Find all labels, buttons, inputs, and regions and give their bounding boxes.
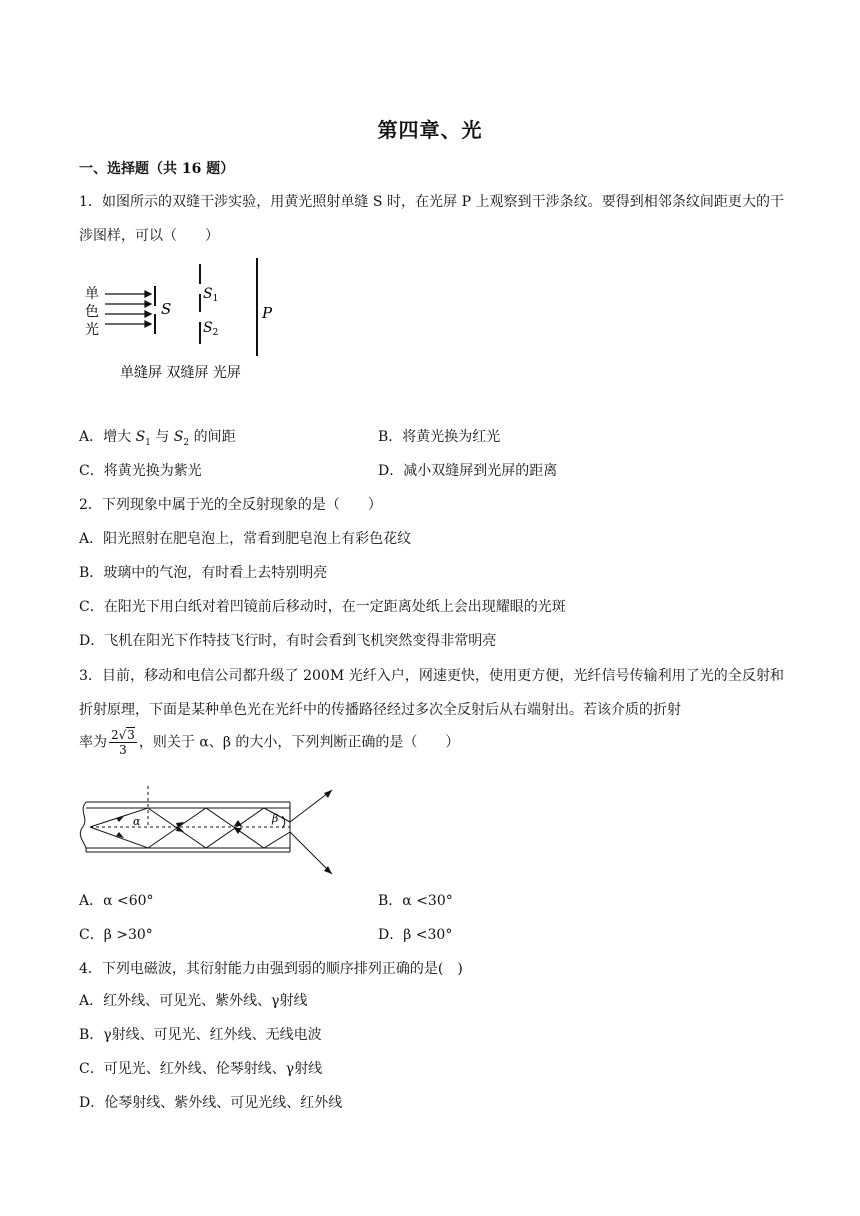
q2-option-a: A．阳光照射在肥皂泡上，常看到肥皂泡上有彩色花纹 — [79, 531, 412, 547]
slit-s2-label: $S_2$ — [203, 320, 219, 338]
question-3-text: 3．目前，移动和电信公司都升级了 200M 光纤入户，网速更快，使用更方便，光纤信号传输利用了光的全反射和折射原理，下面是某种单色光在光纤中的传播路径经过多次全反射后从右端射出。若该介质的折射 — [79, 668, 784, 718]
slit-s-label: S — [161, 300, 172, 318]
light-label-2: 色 — [85, 304, 99, 320]
q1-option-b: B．将黄光换为红光 — [378, 429, 501, 445]
optical-fiber-diagram — [76, 782, 346, 884]
q1-option-d: D．减小双缝屏到光屏的距离 — [378, 463, 558, 479]
light-label-3: 光 — [85, 322, 99, 338]
q3-option-b: B．α <30° — [378, 893, 453, 909]
q4-option-b: B．γ射线、可见光、红外线、无线电波 — [79, 1027, 322, 1043]
q1-option-a: A．增大 $S_1$ 与 $S_2$ 的间距 — [79, 429, 236, 448]
question-4-text: 4．下列电磁波，其衍射能力由强到弱的顺序排列正确的是( ) — [79, 961, 463, 977]
question-3-text-2: 率为 $\frac{2√3}{3}$ ，则关于 α、β 的大小，下列判断正确的是（ ） — [79, 728, 460, 757]
q2-option-d: D．飞机在阳光下作特技飞行时，有时会看到飞机突然变得非常明亮 — [79, 633, 497, 649]
incident-light-arrows — [105, 291, 151, 327]
page-title: 第四章、光 — [377, 118, 483, 142]
angle-alpha-label: α — [133, 815, 141, 828]
q4-option-d: D．伦琴射线、紫外线、可见光线、红外线 — [79, 1095, 343, 1111]
q4-option-a: A．红外线、可见光、紫外线、γ射线 — [79, 993, 308, 1009]
screen-p-label: P — [262, 304, 273, 322]
q3-option-a: A．α <60° — [79, 893, 154, 909]
q2-option-b: B．玻璃中的气泡，有时看上去特别明亮 — [79, 565, 328, 581]
q3-option-c: C．β >30° — [79, 927, 153, 943]
q1-option-c: C．将黄光换为紫光 — [79, 463, 202, 479]
question-1-text: 1．如图所示的双缝干涉实验，用黄光照射单缝 S 时，在光屏 P 上观察到干涉条纹。要得到相邻条纹间距更大的干涉图样，可以（ ） — [79, 194, 784, 244]
question-2-text: 2．下列现象中属于光的全反射现象的是（ ） — [79, 497, 382, 513]
q2-option-c: C．在阳光下用白纸对着凹镜前后移动时，在一定距离处纸上会出现耀眼的光斑 — [79, 599, 566, 615]
refractive-index-fraction: $\frac{2√3}{3}$ — [111, 728, 135, 757]
q3-option-d: D．β <30° — [378, 927, 453, 943]
slit-s1-label: $S_1$ — [203, 286, 219, 304]
q4-option-c: C．可见光、红外线、伦琴射线、γ射线 — [79, 1061, 323, 1077]
light-label-1: 单 — [85, 286, 99, 302]
double-slit-diagram — [79, 252, 299, 387]
angle-beta-label: β — [272, 812, 279, 825]
section-heading: 一、选择题（共 16 题） — [79, 161, 235, 177]
diagram-caption: 单缝屏 双缝屏 光屏 — [120, 365, 241, 381]
